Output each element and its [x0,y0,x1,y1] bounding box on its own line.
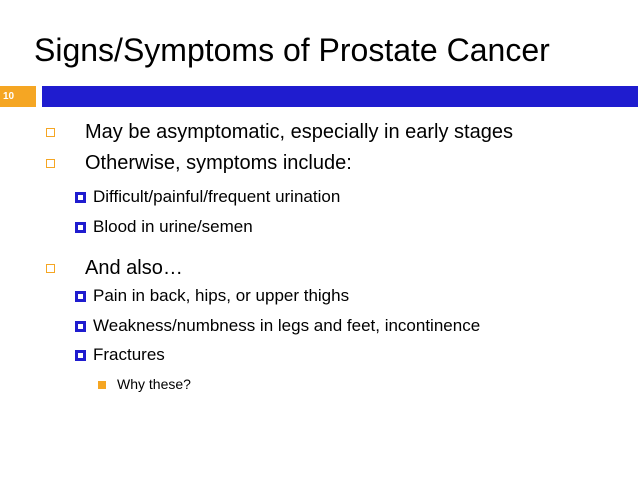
filled-square-bullet-icon [75,321,86,332]
slide-title: Signs/Symptoms of Prostate Cancer [34,32,550,68]
filled-square-bullet-icon [75,291,86,302]
bullet-item: Why these? [117,376,191,392]
bullet-item: Pain in back, hips, or upper thighs [93,286,350,305]
slide-number: 10 [0,86,36,107]
bullet-item: May be asymptomatic, especially in early stages [85,121,513,143]
filled-square-bullet-icon [75,222,86,233]
filled-square-bullet-icon [75,192,86,203]
hollow-square-bullet-icon [46,128,55,137]
bullet-item: Blood in urine/semen [93,217,253,236]
filled-square-bullet-icon [75,350,86,361]
solid-square-bullet-icon [98,381,106,389]
hollow-square-bullet-icon [46,264,55,273]
bullet-item: And also… [85,257,183,279]
hollow-square-bullet-icon [46,159,55,168]
bullet-item: Difficult/painful/frequent urination [93,187,341,206]
bullet-item: Fractures [93,345,165,364]
bullet-item: Otherwise, symptoms include: [85,152,352,174]
bullet-item: Weakness/numbness in legs and feet, incontinence [93,316,481,335]
